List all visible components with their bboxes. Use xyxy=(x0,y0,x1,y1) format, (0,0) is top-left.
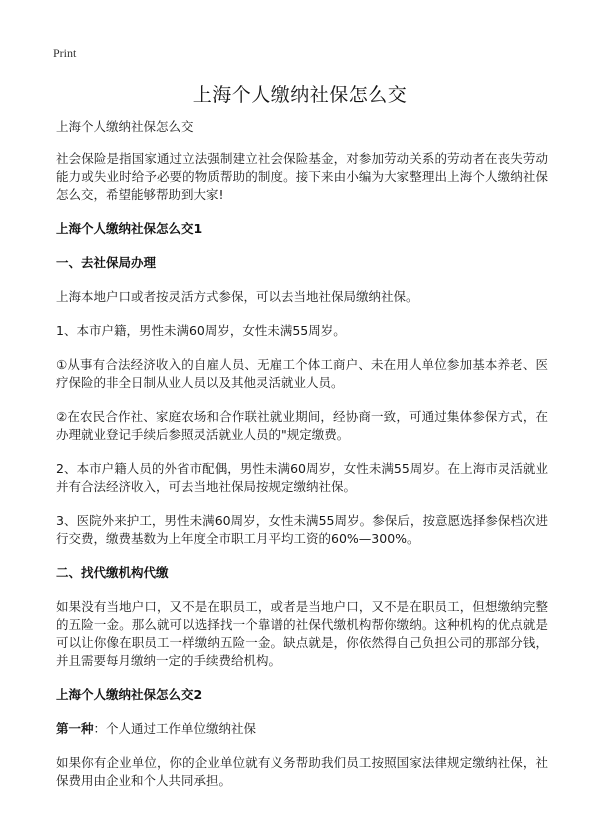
section-heading-2: 上海个人缴纳社保怎么交2 xyxy=(56,687,203,702)
article-subtitle: 上海个人缴纳社保怎么交 xyxy=(56,119,194,134)
paragraph: ①从事有合法经济收入的自雇人员、无雇工个体工商户、未在用人单位参加基本养老、医疗保险的非全日制从业人员以及其他灵活就业人员。 xyxy=(56,357,548,390)
article-body xyxy=(56,118,548,806)
subsection-heading-1: 一、去社保局办理 xyxy=(56,255,157,270)
paragraph: 如果你有企业单位，你的企业单位就有义务帮助我们员工按照国家法律规定缴纳社保，社保费用由企业和个人共同承担。 xyxy=(56,755,548,788)
section-heading-1: 上海个人缴纳社保怎么交1 xyxy=(56,221,203,236)
paragraph: 如果没有当地户口，又不是在职员工，或者是当地户口，又不是在职员工，但想缴纳完整的五险一金。那么就可以选择找一个靠谱的社保代缴机构帮你缴纳。这种机构的优点就是可以让你像在职员工一样缴纳五险一金。缺点就是，你依然得自己负担公司的那部分钱，并且需要每月缴纳一定的手续费给机构。 xyxy=(56,599,548,668)
intro-paragraph: 社会保险是指国家通过立法强制建立社会保险基金，对参加劳动关系的劳动者在丧失劳动能力或失业时给予必要的物质帮助的制度。接下来由小编为大家整理出上海个人缴纳社保怎么交，希望能够帮助到大家! xyxy=(56,151,548,202)
paragraph: 上海本地户口或者按灵活方式参保，可以去当地社保局缴纳社保。 xyxy=(56,289,419,304)
paragraph: 2、本市户籍人员的外省市配偶，男性未满60周岁，女性未满55周岁。在上海市灵活就业并有合法经济收入，可去当地社保局按规定缴纳社保。 xyxy=(56,461,548,494)
paragraph: 3、医院外来护工，男性未满60周岁，女性未满55周岁。参保后，按意愿选择参保档次进行交费，缴费基数为上年度全市职工月平均工资的60%—300%。 xyxy=(56,513,548,546)
method-label: 第一种 xyxy=(56,721,94,736)
method-line xyxy=(56,720,548,738)
page-title: 上海个人缴纳社保怎么交 xyxy=(192,84,408,106)
subsection-heading-2: 二、找代缴机构代缴 xyxy=(56,565,169,580)
print-label: Print xyxy=(53,46,77,60)
paragraph: 1、本市户籍，男性未满60周岁，女性未满55周岁。 xyxy=(56,323,346,338)
method-text: ：个人通过工作单位缴纳社保 xyxy=(93,721,257,736)
paragraph: ②在农民合作社、家庭农场和合作联社就业期间，经协商一致，可通过集体参保方式，在办理就业登记手续后参照灵活就业人员的"规定缴费。 xyxy=(56,409,548,442)
